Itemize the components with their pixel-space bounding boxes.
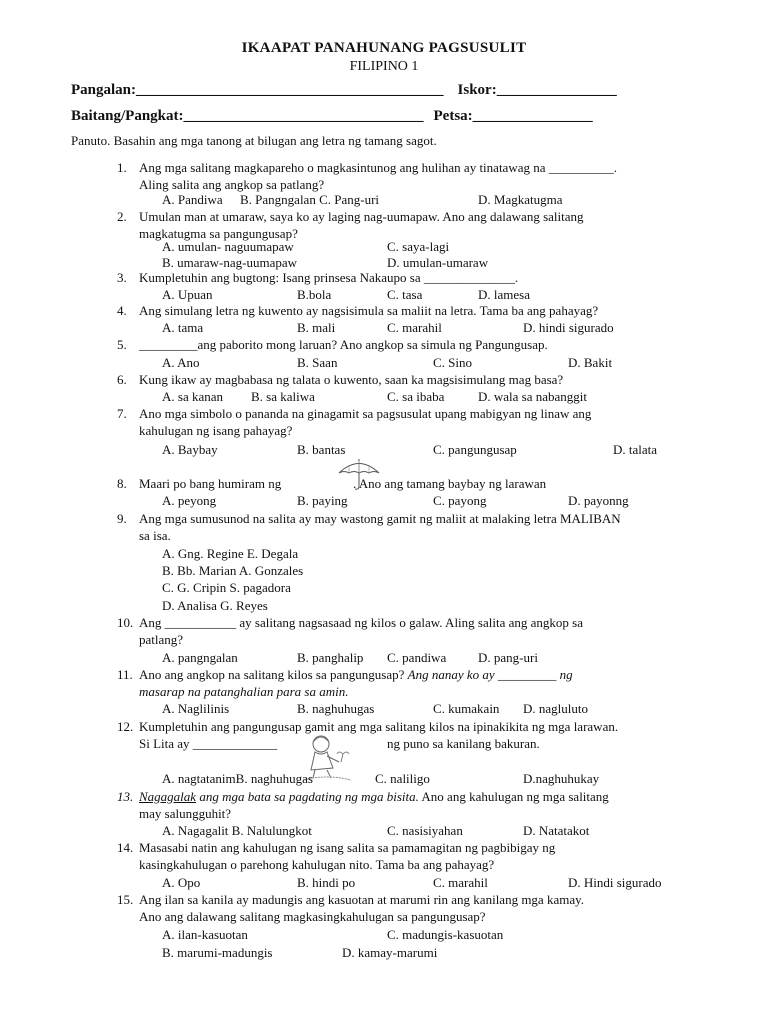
option-a[interactable]: A. nagtatanimB. naghuhugas bbox=[162, 771, 313, 786]
question-number: 2. bbox=[117, 209, 127, 224]
subject-subtitle: FILIPINO 1 bbox=[349, 59, 419, 74]
question-text: Ano ang angkop na salitang kilos sa pangungusap? bbox=[139, 667, 408, 682]
question-line: Ano mga simbolo o pananda na ginagamit sa pagsusulat upang mabigyan ng linaw ang bbox=[139, 406, 592, 421]
option-d[interactable]: D. lamesa bbox=[478, 287, 530, 302]
option-a[interactable]: A. Baybay bbox=[162, 442, 218, 457]
option-c[interactable]: C. pandiwa bbox=[387, 650, 447, 665]
option-a[interactable]: A. Gng. Regine E. Degala bbox=[162, 546, 299, 561]
option-d[interactable]: D. Bakit bbox=[568, 355, 613, 370]
option-a[interactable]: A. Ano bbox=[162, 355, 200, 370]
option-a[interactable]: A. Nagagalit B. Nalulungkot bbox=[162, 823, 312, 838]
option-b[interactable]: B. marumi-madungis bbox=[162, 945, 273, 960]
question-text: Ano ang kahulugan ng mga salitang bbox=[418, 789, 609, 804]
question-number: 7. bbox=[117, 406, 127, 421]
question-number: 4. bbox=[117, 303, 127, 318]
option-b[interactable]: B. bantas bbox=[297, 442, 346, 457]
option-a[interactable]: A. Upuan bbox=[162, 287, 213, 302]
question-4 bbox=[117, 302, 717, 319]
question-line: Masasabi natin ang kahulugan ng isang salita sa pamamagitan ng pagbibigay ng bbox=[139, 840, 556, 855]
option-c[interactable]: C. marahil bbox=[387, 320, 442, 335]
option-d[interactable]: D. nagluluto bbox=[523, 701, 588, 716]
question-line: Aling salita ang angkop sa patlang? bbox=[139, 177, 325, 192]
question-line-end: ng puno sa kanilang bakuran. bbox=[387, 736, 540, 751]
question-line: _________ang paborito mong laruan? Ano angkop sa simula ng Pangungusap. bbox=[139, 337, 548, 352]
option-c[interactable]: C. pangungusap bbox=[433, 442, 517, 457]
question-line: kasingkahulugan o parehong kahulugan nito. Tama ba ang pahayag? bbox=[139, 857, 495, 872]
question-number: 3. bbox=[117, 270, 127, 285]
question-line-end: . Ano ang tamang baybay ng larawan bbox=[353, 476, 547, 491]
date-label: Petsa: bbox=[433, 108, 473, 124]
option-c[interactable]: C. payong bbox=[433, 493, 487, 508]
option-d[interactable]: D. hindi sigurado bbox=[523, 320, 614, 335]
question-15 bbox=[117, 891, 717, 925]
question-line bbox=[139, 788, 717, 805]
option-c[interactable]: C. G. Cripin S. pagadora bbox=[162, 580, 291, 595]
question-number: 9. bbox=[117, 511, 127, 526]
grade-line[interactable]: ________________________________ bbox=[183, 108, 424, 124]
option-b[interactable]: B. Saan bbox=[297, 355, 338, 370]
option-a[interactable]: A. sa kanan bbox=[162, 389, 224, 404]
option-a[interactable]: A. Opo bbox=[162, 875, 201, 890]
option-b[interactable]: B. umaraw-nag-uumapaw bbox=[162, 255, 298, 270]
option-d[interactable]: D. payonng bbox=[568, 493, 629, 508]
option-b[interactable]: B.bola bbox=[297, 287, 332, 302]
question-line bbox=[139, 666, 717, 683]
underlined-word: Nagagalak bbox=[139, 789, 197, 804]
option-c[interactable]: C. Sino bbox=[433, 355, 473, 370]
question-10 bbox=[117, 614, 717, 648]
option-d[interactable]: D. talata bbox=[613, 442, 658, 457]
name-label: Pangalan: bbox=[71, 82, 137, 98]
question-2 bbox=[117, 208, 717, 242]
question-number: 11. bbox=[117, 667, 133, 682]
option-d[interactable]: D. Magkatugma bbox=[478, 192, 563, 207]
question-number: 12. bbox=[117, 719, 134, 734]
question-line: patlang? bbox=[139, 632, 184, 647]
question-line: Ano ang dalawang salitang magkasingkahulugan sa pangungusap? bbox=[139, 909, 486, 924]
question-line: Umulan man at umaraw, saya ko ay laging nag-uumapaw. Ano ang dalawang salitang bbox=[139, 209, 584, 224]
grade-label: Baitang/Pangkat: bbox=[71, 108, 184, 124]
option-d[interactable]: D. umulan-umaraw bbox=[387, 255, 489, 270]
option-d[interactable]: D. Analisa G. Reyes bbox=[162, 598, 268, 613]
question-number: 13. bbox=[117, 789, 134, 804]
question-6 bbox=[117, 371, 717, 388]
question-line: Si Lita ay _____________ bbox=[139, 736, 278, 751]
option-c[interactable]: C. nasisiyahan bbox=[387, 823, 463, 838]
question-7 bbox=[117, 405, 717, 439]
question-number: 1. bbox=[117, 160, 127, 175]
score-line[interactable]: ________________ bbox=[496, 82, 617, 98]
question-line: Maari po bang humiram ng bbox=[139, 476, 282, 491]
question-line: kahulugan ng isang pahayag? bbox=[139, 423, 293, 438]
option-a[interactable]: A. umulan- naguumapaw bbox=[162, 239, 294, 254]
option-b[interactable]: B. Bb. Marian A. Gonzales bbox=[162, 563, 304, 578]
question-number: 14. bbox=[117, 840, 134, 855]
option-b[interactable]: B. hindi po bbox=[297, 875, 356, 890]
option-c[interactable]: C. madungis-kasuotan bbox=[387, 927, 504, 942]
option-d[interactable]: D. Natatakot bbox=[523, 823, 590, 838]
question-1 bbox=[117, 159, 717, 193]
question-14 bbox=[117, 839, 717, 873]
option-d[interactable]: D.naghuhukay bbox=[523, 771, 600, 786]
option-a[interactable]: A. tama bbox=[162, 320, 204, 335]
option-a[interactable]: A. ilan-kasuotan bbox=[162, 927, 248, 942]
option-b[interactable]: B. sa kaliwa bbox=[251, 389, 315, 404]
instructions: Panuto. Basahin ang mga tanong at bilugan ang letra ng tamang sagot. bbox=[71, 133, 437, 148]
option-c[interactable]: C. tasa bbox=[387, 287, 423, 302]
option-c[interactable]: C. kumakain bbox=[433, 701, 500, 716]
question-line: Ang mga salitang magkapareho o magkasintunog ang hulihan ay tinatawag na __________. bbox=[139, 160, 617, 175]
option-c[interactable]: C. marahil bbox=[433, 875, 488, 890]
score-label: Iskor: bbox=[457, 82, 497, 98]
option-b[interactable]: B. Pangngalan C. Pang-uri bbox=[240, 192, 380, 207]
option-b[interactable]: B. paying bbox=[297, 493, 348, 508]
option-a[interactable]: A. peyong bbox=[162, 493, 217, 508]
option-c[interactable]: C. sa ibaba bbox=[387, 389, 445, 404]
question-line: may salungguhit? bbox=[139, 806, 232, 821]
name-line[interactable]: _________________________________________ bbox=[136, 82, 444, 98]
option-a[interactable]: A. Pandiwa bbox=[162, 192, 223, 207]
question-5 bbox=[117, 336, 717, 353]
option-d[interactable]: D. pang-uri bbox=[478, 650, 538, 665]
question-line: Kumpletuhin ang bugtong: Isang prinsesa Nakaupo sa ______________. bbox=[139, 270, 519, 285]
question-number: 6. bbox=[117, 372, 127, 387]
question-3 bbox=[117, 269, 717, 286]
test-title: IKAAPAT PANAHUNANG PAGSUSULIT bbox=[241, 40, 527, 56]
name-score-row bbox=[71, 82, 617, 99]
option-b[interactable]: B. mali bbox=[297, 320, 336, 335]
option-c[interactable]: C. naliligo bbox=[375, 771, 430, 786]
option-a[interactable]: A. Naglilinis bbox=[162, 701, 230, 716]
question-line: sa isa. bbox=[139, 528, 171, 543]
question-text-italic: ang mga bata sa pagdating ng mga bisita. bbox=[196, 789, 419, 804]
question-line: Ang ilan sa kanila ay madungis ang kasuotan at marumi rin ang kanilang mga kamay. bbox=[139, 892, 585, 907]
question-line: Kung ikaw ay magbabasa ng talata o kuwento, saan ka magsisimulang mag basa? bbox=[139, 372, 564, 387]
option-d[interactable]: D. kamay-marumi bbox=[342, 945, 438, 960]
option-b[interactable]: B. naghuhugas bbox=[297, 701, 375, 716]
question-13 bbox=[117, 788, 717, 822]
option-b[interactable]: B. panghalip bbox=[297, 650, 364, 665]
question-number: 15. bbox=[117, 892, 134, 907]
grade-date-row bbox=[71, 108, 593, 125]
question-line: Kumpletuhin ang pangungusap gamit ang mga salitang kilos na ipinakikita ng mga larawan. bbox=[139, 719, 619, 734]
question-line: Ang ___________ ay salitang nagsasaad ng kilos o galaw. Aling salita ang angkop sa bbox=[139, 615, 583, 630]
option-a[interactable]: A. pangngalan bbox=[162, 650, 238, 665]
date-line[interactable]: ________________ bbox=[472, 108, 593, 124]
umbrella-icon bbox=[336, 458, 382, 492]
question-11 bbox=[117, 666, 717, 700]
question-number: 8. bbox=[117, 476, 127, 491]
question-number: 5. bbox=[117, 337, 127, 352]
question-line: Ang simulang letra ng kuwento ay nagsisimula sa maliit na letra. Tama ba ang pahayag? bbox=[139, 303, 599, 318]
question-9 bbox=[117, 510, 717, 544]
question-line: Ang mga sumusunod na salita ay may wastong gamit ng maliit at malaking letra MALIBAN bbox=[139, 511, 621, 526]
option-d[interactable]: D. Hindi sigurado bbox=[568, 875, 662, 890]
option-c[interactable]: C. saya-lagi bbox=[387, 239, 450, 254]
question-text-italic: Ang nanay ko ay _________ ng bbox=[407, 667, 573, 682]
option-d[interactable]: D. wala sa nabanggit bbox=[478, 389, 588, 404]
question-line: magkatugma sa pangungusap? bbox=[139, 226, 298, 241]
question-number: 10. bbox=[117, 615, 134, 630]
question-line: masarap na patanghalian para sa amin. bbox=[139, 684, 349, 699]
